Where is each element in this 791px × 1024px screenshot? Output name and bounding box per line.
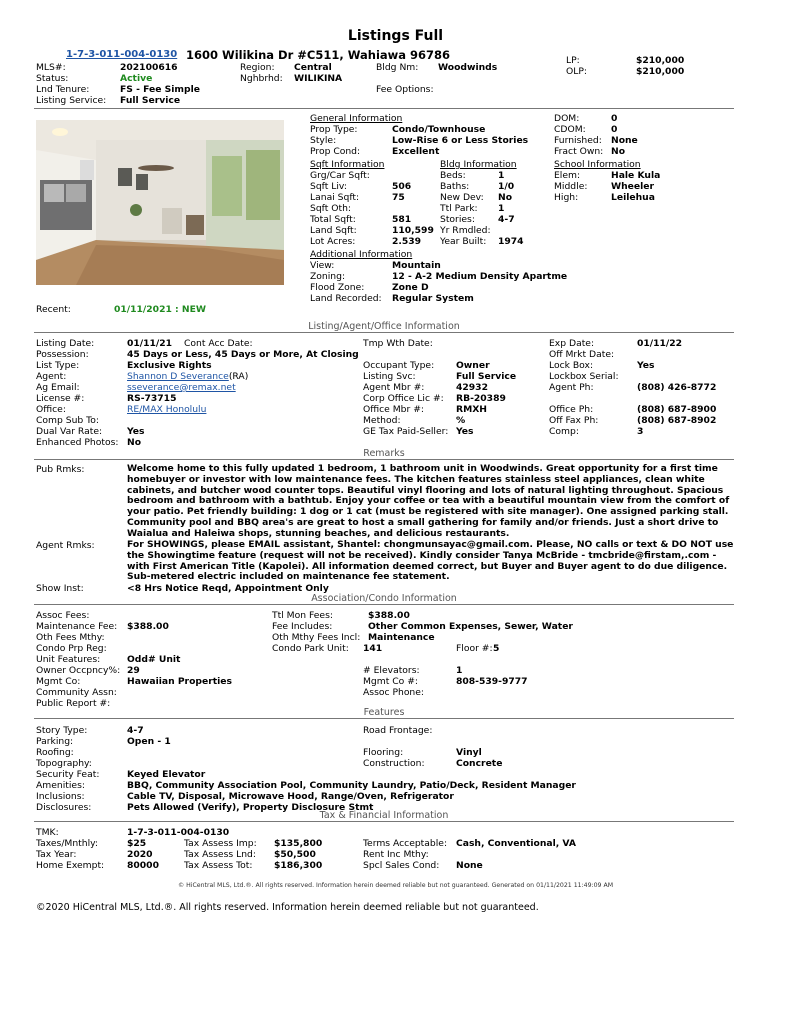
elev-value: 1 xyxy=(456,665,463,676)
elev-label: # Elevators: xyxy=(363,665,420,676)
oth-fees-label: Oth Fees Mthy: xyxy=(36,632,105,643)
page-title: Listings Full xyxy=(347,28,444,44)
middle-value: Wheeler xyxy=(611,181,655,192)
lp-label: LP: xyxy=(566,55,580,66)
comm-label: Community Assn: xyxy=(36,687,117,698)
dual-label: Dual Var Rate: xyxy=(36,426,103,437)
agent-remarks: For SHOWINGS, please EMAIL assistant, Shantel: chongmunsayac@gmail.com. Please, NO calls or text & DO NOT use the Showingtime feature (request will not be received). Kindly consider Tanya McBride - tmcbride@firstam,.com - with First American Title (Kapolei). All information deemed correct, but Buyer and Buyer agent to do due diligence. Sub-metered electric included on maintenance fee statement. xyxy=(127,539,734,583)
recorded-value: Regular System xyxy=(392,293,474,304)
rent-label: Rent Inc Mthy: xyxy=(363,849,429,860)
assoc-heading: Association/Condo Information xyxy=(311,593,457,604)
olp-label: OLP: xyxy=(566,66,587,77)
lockbox-value: Yes xyxy=(637,360,655,371)
prp-reg-label: Condo Prp Reg: xyxy=(36,643,107,654)
list-type-label: List Type: xyxy=(36,360,80,371)
listing-svc-value: Full Service xyxy=(456,371,517,382)
taxes-label: Taxes/Mnthly: xyxy=(36,838,98,849)
grg-label: Grg/Car Sqft: xyxy=(310,170,370,181)
flood-label: Flood Zone: xyxy=(310,282,365,293)
assess-tot-value: $186,300 xyxy=(274,860,323,871)
unit-feat-value: Odd# Unit xyxy=(127,654,181,665)
agent-link[interactable]: Shannon D Severance xyxy=(127,371,229,382)
occupant-label: Occupant Type: xyxy=(363,360,435,371)
elem-label: Elem: xyxy=(554,170,581,181)
story-label: Story Type: xyxy=(36,725,88,736)
status-value: Active xyxy=(120,73,153,84)
assess-lnd-value: $50,500 xyxy=(274,849,316,860)
amenities-label: Amenities: xyxy=(36,780,85,791)
construction-value: Concrete xyxy=(456,758,503,769)
acres-value: 2.539 xyxy=(392,236,422,247)
floor-value: 5 xyxy=(493,643,500,654)
taxes-value: $25 xyxy=(127,838,147,849)
oth-mthy-label: Oth Mthy Fees Incl: xyxy=(272,632,361,643)
tax-year-value: 2020 xyxy=(127,849,153,860)
recent-label: Recent: xyxy=(36,304,71,315)
listing-date-value: 01/11/21 xyxy=(127,338,173,349)
nghbrhd-label: Nghbrhd: xyxy=(240,73,283,84)
pub-remarks: Welcome home to this fully updated 1 bedroom, 1 bathroom unit in Woodwinds. Great opportunity for a first time homebuyer or investor with low maintenance fees. The kitchen features stainless steel appliances, clean white cabinets, and butcher wood counter tops. Beautiful vinyl flooring and lots of natural lighting throughout. Spacious bedroom and bathroom with a bathtub. Enjoy your coffee or tea with a beautiful mountain view from the comfort of your patio. Pet friendly building: 1 dog or 1 cat (must be registered with site manager). One assigned parking stall. Community pool and BBQ area's are great to host a small gathering for family and/or friends. Just a short drive to Waialua and Haleiwa shops, stunning beaches, and delicious restaurants. xyxy=(127,463,730,539)
off-fax-label: Off Fax Ph: xyxy=(549,415,599,426)
total-label: Total Sqft: xyxy=(310,214,356,225)
photos-label: Enhanced Photos: xyxy=(36,437,119,448)
recorded-label: Land Recorded: xyxy=(310,293,382,304)
newdev-label: New Dev: xyxy=(440,192,484,203)
off-fax-value: (808) 687-8902 xyxy=(637,415,717,426)
property-photo[interactable] xyxy=(36,120,284,285)
disclosures-label: Disclosures: xyxy=(36,802,92,813)
assess-lnd-label: Tax Assess Lnd: xyxy=(184,849,256,860)
inclusions-label: Inclusions: xyxy=(36,791,85,802)
bldg-info-heading: Bldg Information xyxy=(440,159,517,170)
fract-value: No xyxy=(611,146,626,157)
parking-label: Parking: xyxy=(36,736,74,747)
elem-value: Hale Kula xyxy=(611,170,661,181)
liv-value: 506 xyxy=(392,181,412,192)
cdom-value: 0 xyxy=(611,124,618,135)
style-label: Style: xyxy=(310,135,337,146)
ge-tax-label: GE Tax Paid-Seller: xyxy=(363,426,449,437)
bldg-label: Bldg Nm: xyxy=(376,62,419,73)
inclusions-value: Cable TV, Disposal, Microwave Hood, Range/Oven, Refrigerator xyxy=(127,791,454,802)
office-label: Office: xyxy=(36,404,66,415)
mgmt-value: Hawaiian Properties xyxy=(127,676,232,687)
agent-suffix: (RA) xyxy=(228,371,249,382)
tmp-wth-label: Tmp Wth Date: xyxy=(363,338,433,349)
style-value: Low-Rise 6 or Less Stories xyxy=(392,135,529,146)
zoning-value: 12 - A-2 Medium Density Apartme xyxy=(392,271,568,282)
view-value: Mountain xyxy=(392,260,441,271)
middle-label: Middle: xyxy=(554,181,588,192)
license-label: License #: xyxy=(36,393,85,404)
land-label: Land Sqft: xyxy=(310,225,357,236)
high-value: Leilehua xyxy=(611,192,655,203)
parking-value: Open - 1 xyxy=(127,736,171,747)
agent-field xyxy=(127,371,248,382)
dual-value: Yes xyxy=(127,426,145,437)
sqft-heading: Sqft Information xyxy=(310,159,385,170)
zoning-label: Zoning: xyxy=(310,271,346,282)
office-link[interactable]: RE/MAX Honolulu xyxy=(127,404,207,415)
lanai-label: Lanai Sqft: xyxy=(310,192,360,203)
maint-label: Maintenance Fee: xyxy=(36,621,118,632)
footer-small: © HiCentral MLS, Ltd.®. All rights reserved. Information herein deemed reliable but not guaranteed. Generated on 01/11/2021 11:49:09 AM xyxy=(177,882,614,889)
newdev-value: No xyxy=(498,192,513,203)
office-mbr-label: Office Mbr #: xyxy=(363,404,424,415)
fract-label: Fract Own: xyxy=(554,146,604,157)
possession-label: Possession: xyxy=(36,349,89,360)
ttlpark-label: Ttl Park: xyxy=(440,203,478,214)
lanai-value: 75 xyxy=(392,192,405,203)
corp-lic-label: Corp Office Lic #: xyxy=(363,393,444,404)
assess-tot-label: Tax Assess Tot: xyxy=(184,860,253,871)
tenure-label: Lnd Tenure: xyxy=(36,84,90,95)
ttlpark-value: 1 xyxy=(498,203,505,214)
exempt-label: Home Exempt: xyxy=(36,860,105,871)
prop-cond-label: Prop Cond: xyxy=(310,146,361,157)
divider xyxy=(34,718,734,719)
occpncy-value: 29 xyxy=(127,665,140,676)
exempt-value: 80000 xyxy=(127,860,159,871)
terms-value: Cash, Conventional, VA xyxy=(456,838,577,849)
roofing-label: Roofing: xyxy=(36,747,74,758)
assess-imp-value: $135,800 xyxy=(274,838,323,849)
pub-remarks-label: Pub Rmks: xyxy=(36,464,85,475)
agent-mbr-value: 42932 xyxy=(456,382,488,393)
acres-label: Lot Acres: xyxy=(310,236,356,247)
comp-label: Comp: xyxy=(549,426,579,437)
assoc-ph-label: Assoc Phone: xyxy=(363,687,425,698)
tmk-value: 1-7-3-011-004-0130 xyxy=(127,827,230,838)
high-label: High: xyxy=(554,192,579,203)
tmk-label: TMK: xyxy=(36,827,59,838)
prop-type-label: Prop Type: xyxy=(310,124,358,135)
lp-value: $210,000 xyxy=(636,55,685,66)
possession-value: 45 Days or Less, 45 Days or More, At Closing xyxy=(127,349,359,360)
story-value: 4-7 xyxy=(127,725,144,736)
photos-value: No xyxy=(127,437,142,448)
method-label: Method: xyxy=(363,415,401,426)
general-heading: General Information xyxy=(310,113,403,124)
email-label: Ag Email: xyxy=(36,382,80,393)
agent-label: Agent: xyxy=(36,371,67,382)
agent-ph-value: (808) 426-8772 xyxy=(637,382,717,393)
listing-date-label: Listing Date: xyxy=(36,338,95,349)
region-label: Region: xyxy=(240,62,275,73)
security-label: Security Feat: xyxy=(36,769,100,780)
nghbrhd-value: WILIKINA xyxy=(294,73,343,84)
ttl-mon-label: Ttl Mon Fees: xyxy=(272,610,333,621)
fee-incl-label: Fee Includes: xyxy=(272,621,333,632)
show-inst-label: Show Inst: xyxy=(36,583,84,594)
footer-copyright: ©2020 HiCentral MLS, Ltd.®. All rights reserved. Information herein deemed reliable but not guaranteed. xyxy=(36,902,539,913)
property-address: 1600 Wilikina Dr #C511, Wahiawa 96786 xyxy=(186,48,451,62)
flooring-label: Flooring: xyxy=(363,747,404,758)
furnished-label: Furnished: xyxy=(554,135,602,146)
liv-label: Sqft Liv: xyxy=(310,181,347,192)
olp-value: $210,000 xyxy=(636,66,685,77)
tenure-value: FS - Fee Simple xyxy=(120,84,200,95)
built-label: Year Built: xyxy=(440,236,487,247)
assoc-fees-label: Assoc Fees: xyxy=(36,610,90,621)
baths-value: 1/0 xyxy=(498,181,515,192)
cont-acc-label: Cont Acc Date: xyxy=(184,338,253,349)
office-mbr-value: RMXH xyxy=(456,404,487,415)
oth-mthy-value: Maintenance xyxy=(368,632,435,643)
stories-value: 4-7 xyxy=(498,214,515,225)
region-value: Central xyxy=(294,62,332,73)
road-label: Road Frontage: xyxy=(363,725,433,736)
prop-cond-value: Excellent xyxy=(392,146,440,157)
comp-value: 3 xyxy=(637,426,644,437)
oth-label: Sqft Oth: xyxy=(310,203,352,214)
divider xyxy=(34,604,734,605)
photo-illustration xyxy=(36,120,284,285)
rmdled-label: Yr Rmdled: xyxy=(440,225,491,236)
stories-label: Stories: xyxy=(440,214,475,225)
service-value: Full Service xyxy=(120,95,181,106)
bldg-value: Woodwinds xyxy=(438,62,498,73)
agent-ph-label: Agent Ph: xyxy=(549,382,594,393)
additional-heading: Additional Information xyxy=(310,249,413,260)
terms-label: Terms Acceptable: xyxy=(363,838,448,849)
corp-lic-value: RB-20389 xyxy=(456,393,506,404)
security-value: Keyed Elevator xyxy=(127,769,206,780)
mls-value: 202100616 xyxy=(120,62,178,73)
flood-value: Zone D xyxy=(392,282,429,293)
dom-value: 0 xyxy=(611,113,618,124)
divider xyxy=(34,821,734,822)
recent-value: 01/11/2021 : NEW xyxy=(114,304,207,315)
maint-value: $388.00 xyxy=(127,621,169,632)
lockbox-serial-label: Lockbox Serial: xyxy=(549,371,619,382)
occpncy-label: Owner Occpncy%: xyxy=(36,665,121,676)
office-ph-value: (808) 687-8900 xyxy=(637,404,717,415)
mgmt-ph-value: 808-539-9777 xyxy=(456,676,528,687)
spcl-value: None xyxy=(456,860,483,871)
amenities-value: BBQ, Community Association Pool, Community Laundry, Patio/Deck, Resident Manager xyxy=(127,780,576,791)
email-link[interactable]: sseverance@remax.net xyxy=(127,382,236,393)
office-ph-label: Office Ph: xyxy=(549,404,594,415)
unit-feat-label: Unit Features: xyxy=(36,654,101,665)
beds-value: 1 xyxy=(498,170,505,181)
lockbox-label: Lock Box: xyxy=(549,360,594,371)
topo-label: Topography: xyxy=(36,758,92,769)
divider xyxy=(34,459,734,460)
ttl-mon-value: $388.00 xyxy=(368,610,410,621)
baths-label: Baths: xyxy=(440,181,470,192)
tax-year-label: Tax Year: xyxy=(36,849,77,860)
total-value: 581 xyxy=(392,214,412,225)
agent-section-heading: Listing/Agent/Office Information xyxy=(308,321,460,332)
park-unit-value: 141 xyxy=(363,643,383,654)
comp-sub-label: Comp Sub To: xyxy=(36,415,99,426)
agent-remarks-label: Agent Rmks: xyxy=(36,540,95,551)
tax-heading: Tax & Financial Information xyxy=(319,810,449,821)
license-value: RS-73715 xyxy=(127,393,177,404)
divider xyxy=(34,332,734,333)
disclosures-value: Pets Allowed (Verify), Property Disclosure Stmt xyxy=(127,802,374,813)
prop-type-value: Condo/Townhouse xyxy=(392,124,486,135)
furnished-value: None xyxy=(611,135,638,146)
land-value: 110,599 xyxy=(392,225,434,236)
service-label: Listing Service: xyxy=(36,95,107,106)
agent-mbr-label: Agent Mbr #: xyxy=(363,382,425,393)
floor-label: Floor #: xyxy=(456,643,493,654)
method-value: % xyxy=(456,415,466,426)
park-unit-label: Condo Park Unit: xyxy=(272,643,349,654)
assess-imp-label: Tax Assess Imp: xyxy=(184,838,257,849)
mgmt-ph-label: Mgmt Co #: xyxy=(363,676,418,687)
fee-options-label: Fee Options: xyxy=(376,84,434,95)
construction-label: Construction: xyxy=(363,758,425,769)
cdom-label: CDOM: xyxy=(554,124,586,135)
off-mrkt-label: Off Mrkt Date: xyxy=(549,349,615,360)
spcl-label: Spcl Sales Cond: xyxy=(363,860,440,871)
ge-tax-value: Yes xyxy=(456,426,474,437)
flooring-value: Vinyl xyxy=(456,747,482,758)
status-label: Status: xyxy=(36,73,69,84)
occupant-value: Owner xyxy=(456,360,490,371)
divider xyxy=(34,108,734,109)
exp-label: Exp Date: xyxy=(549,338,595,349)
fee-incl-value: Other Common Expenses, Sewer, Water xyxy=(368,621,573,632)
listing-svc-label: Listing Svc: xyxy=(363,371,416,382)
view-label: View: xyxy=(310,260,335,271)
report-label: Public Report #: xyxy=(36,698,111,709)
dom-label: DOM: xyxy=(554,113,580,124)
mls-label: MLS#: xyxy=(36,62,66,73)
mgmt-label: Mgmt Co: xyxy=(36,676,81,687)
remarks-heading: Remarks xyxy=(363,448,405,459)
tmk-link[interactable]: 1-7-3-011-004-0130 xyxy=(66,49,178,60)
features-heading: Features xyxy=(363,707,405,718)
exp-value: 01/11/22 xyxy=(637,338,683,349)
school-heading: School Information xyxy=(554,159,641,170)
beds-label: Beds: xyxy=(440,170,466,181)
list-type-value: Exclusive Rights xyxy=(127,360,212,371)
show-inst-value: <8 Hrs Notice Reqd, Appointment Only xyxy=(127,583,329,594)
built-value: 1974 xyxy=(498,236,524,247)
